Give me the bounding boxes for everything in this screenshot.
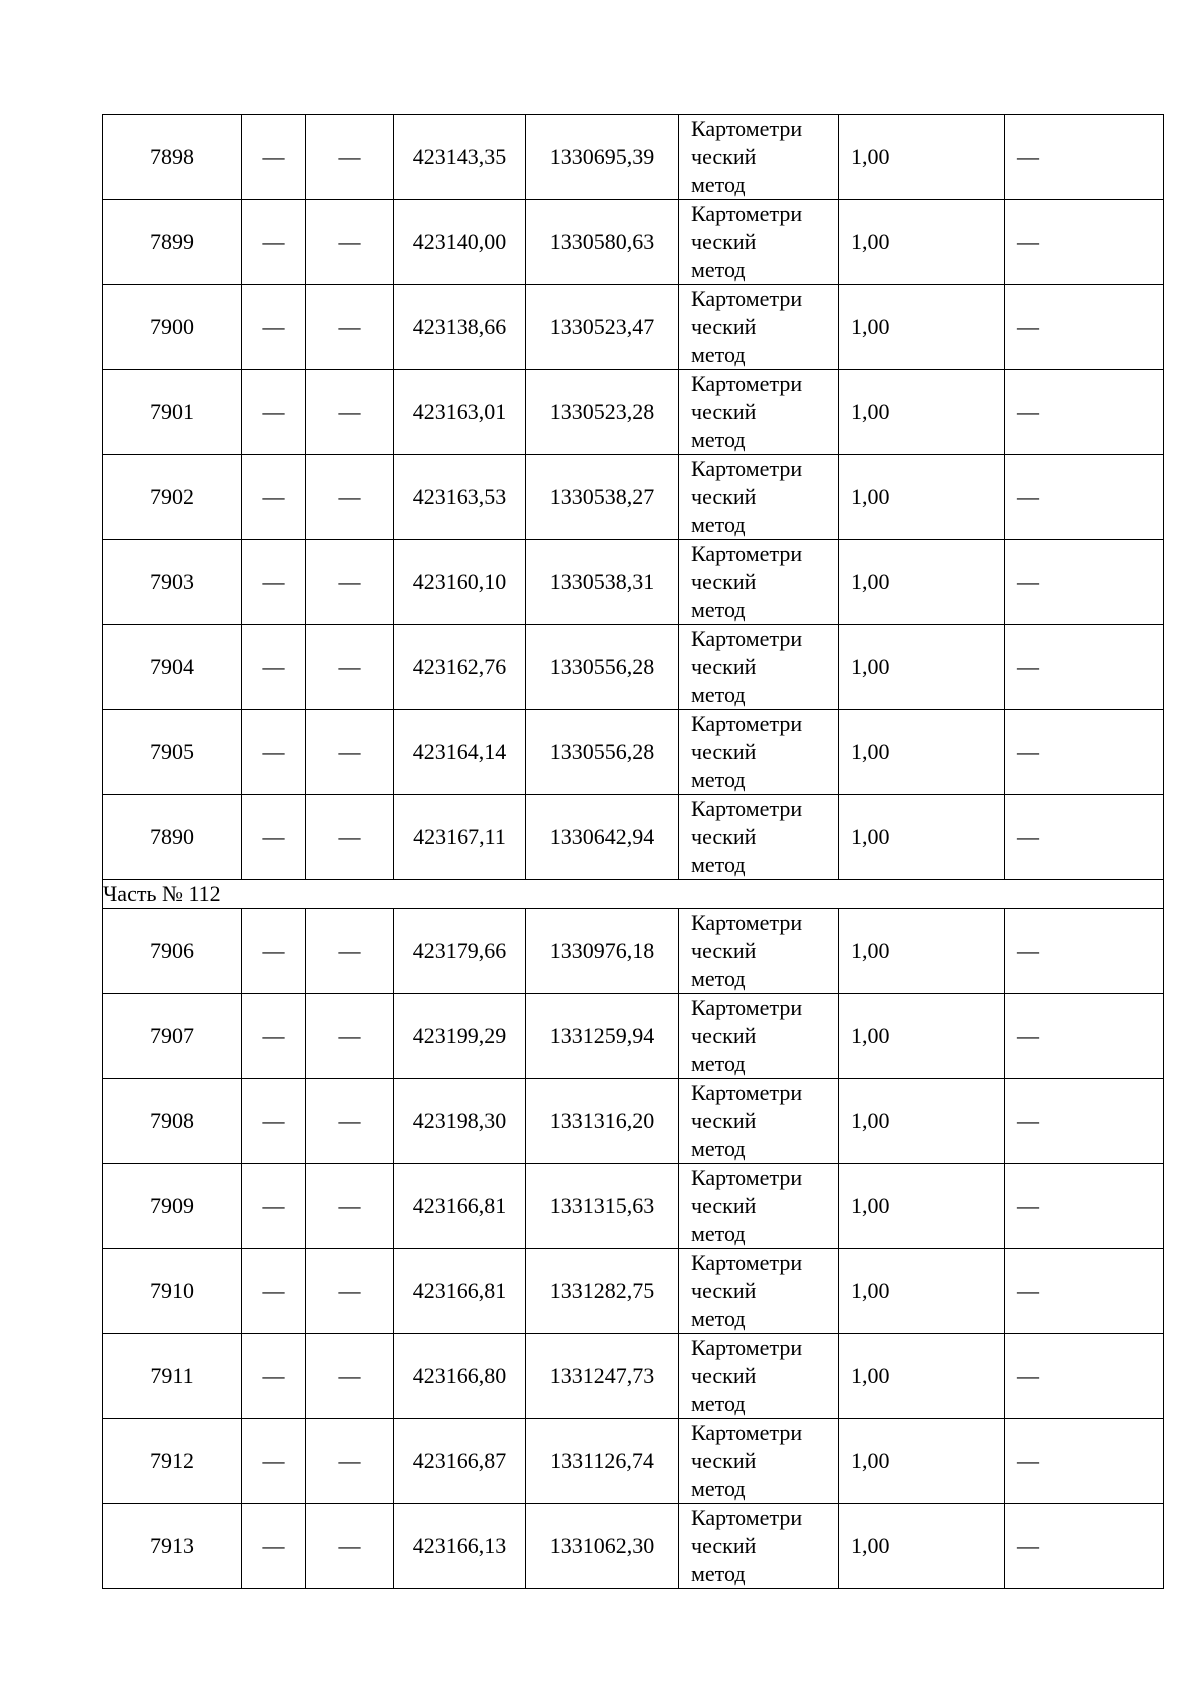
method-cell (679, 115, 839, 200)
x-coordinate-cell: 423198,30 (394, 1079, 526, 1164)
empty-value-cell: — (242, 1249, 306, 1334)
x-coordinate-cell: 423167,11 (394, 795, 526, 880)
x-coordinate-cell: 423199,29 (394, 994, 526, 1079)
empty-value-cell: — (242, 1504, 306, 1589)
accuracy-cell: 1,00 (839, 285, 1005, 370)
table-row (103, 710, 1164, 795)
empty-value-cell: — (1005, 909, 1164, 994)
y-coordinate-cell: 1331315,63 (526, 1164, 679, 1249)
accuracy-cell: 1,00 (839, 1249, 1005, 1334)
method-text-line: Картометри (691, 626, 803, 651)
method-cell (679, 994, 839, 1079)
method-cell (679, 1419, 839, 1504)
y-coordinate-cell: 1330556,28 (526, 710, 679, 795)
method-text-line: Картометри (691, 995, 803, 1020)
accuracy-cell: 1,00 (839, 540, 1005, 625)
method-text-line: метод (691, 512, 746, 537)
accuracy-cell: 1,00 (839, 1079, 1005, 1164)
table-row (103, 625, 1164, 710)
empty-value-cell: — (242, 540, 306, 625)
empty-value-cell: — (306, 1079, 394, 1164)
method-text-line: ческий (691, 229, 757, 254)
empty-value-cell: — (242, 625, 306, 710)
accuracy-cell: 1,00 (839, 1164, 1005, 1249)
method-text-line: Картометри (691, 1505, 803, 1530)
method-cell (679, 1079, 839, 1164)
point-number-cell: 7901 (103, 370, 242, 455)
accuracy-cell: 1,00 (839, 795, 1005, 880)
part-label: Часть № 112 (103, 880, 1164, 909)
empty-value-cell: — (1005, 370, 1164, 455)
table-body (103, 115, 1164, 1589)
accuracy-cell: 1,00 (839, 115, 1005, 200)
method-text-line: ческий (691, 1533, 757, 1558)
method-text-line: Картометри (691, 796, 803, 821)
empty-value-cell: — (1005, 1164, 1164, 1249)
point-number-cell: 7904 (103, 625, 242, 710)
method-text-line: метод (691, 1221, 746, 1246)
empty-value-cell: — (242, 1079, 306, 1164)
empty-value-cell: — (1005, 1249, 1164, 1334)
point-number-cell: 7906 (103, 909, 242, 994)
empty-value-cell: — (306, 200, 394, 285)
method-cell (679, 1504, 839, 1589)
method-text-line: Картометри (691, 711, 803, 736)
empty-value-cell: — (306, 710, 394, 795)
y-coordinate-cell: 1330538,27 (526, 455, 679, 540)
table-row (103, 1164, 1164, 1249)
empty-value-cell: — (242, 1334, 306, 1419)
y-coordinate-cell: 1331259,94 (526, 994, 679, 1079)
empty-value-cell: — (1005, 1079, 1164, 1164)
empty-value-cell: — (306, 1164, 394, 1249)
x-coordinate-cell: 423140,00 (394, 200, 526, 285)
empty-value-cell: — (242, 710, 306, 795)
y-coordinate-cell: 1330580,63 (526, 200, 679, 285)
empty-value-cell: — (306, 455, 394, 540)
table-row (103, 795, 1164, 880)
empty-value-cell: — (306, 625, 394, 710)
method-text-line: Картометри (691, 910, 803, 935)
empty-value-cell: — (306, 909, 394, 994)
method-text-line: ческий (691, 824, 757, 849)
method-text-line: метод (691, 257, 746, 282)
method-cell (679, 909, 839, 994)
method-cell (679, 540, 839, 625)
y-coordinate-cell: 1331062,30 (526, 1504, 679, 1589)
method-text-line: ческий (691, 1108, 757, 1133)
point-number-cell: 7909 (103, 1164, 242, 1249)
x-coordinate-cell: 423166,81 (394, 1164, 526, 1249)
x-coordinate-cell: 423179,66 (394, 909, 526, 994)
method-text-line: ческий (691, 484, 757, 509)
empty-value-cell: — (1005, 1419, 1164, 1504)
accuracy-cell: 1,00 (839, 370, 1005, 455)
accuracy-cell: 1,00 (839, 1419, 1005, 1504)
y-coordinate-cell: 1331316,20 (526, 1079, 679, 1164)
x-coordinate-cell: 423164,14 (394, 710, 526, 795)
empty-value-cell: — (1005, 455, 1164, 540)
method-text-line: ческий (691, 739, 757, 764)
method-text-line: ческий (691, 399, 757, 424)
method-text-line: Картометри (691, 1420, 803, 1445)
method-text-line: Картометри (691, 1080, 803, 1105)
method-text-line: метод (691, 427, 746, 452)
method-text-line: ческий (691, 144, 757, 169)
y-coordinate-cell: 1330642,94 (526, 795, 679, 880)
y-coordinate-cell: 1330523,47 (526, 285, 679, 370)
method-text-line: ческий (691, 1023, 757, 1048)
empty-value-cell: — (1005, 115, 1164, 200)
method-text-line: метод (691, 1391, 746, 1416)
empty-value-cell: — (306, 115, 394, 200)
empty-value-cell: — (306, 1419, 394, 1504)
method-text-line: ческий (691, 1193, 757, 1218)
accuracy-cell: 1,00 (839, 200, 1005, 285)
empty-value-cell: — (306, 1249, 394, 1334)
empty-value-cell: — (242, 1419, 306, 1504)
empty-value-cell: — (242, 200, 306, 285)
point-number-cell: 7911 (103, 1334, 242, 1419)
method-text-line: Картометри (691, 201, 803, 226)
method-text-line: ческий (691, 938, 757, 963)
method-text-line: Картометри (691, 1250, 803, 1275)
point-number-cell: 7903 (103, 540, 242, 625)
method-text-line: метод (691, 597, 746, 622)
y-coordinate-cell: 1331282,75 (526, 1249, 679, 1334)
x-coordinate-cell: 423160,10 (394, 540, 526, 625)
table-row (103, 994, 1164, 1079)
table-row (103, 1419, 1164, 1504)
empty-value-cell: — (1005, 795, 1164, 880)
method-cell (679, 1249, 839, 1334)
method-text-line: метод (691, 767, 746, 792)
accuracy-cell: 1,00 (839, 710, 1005, 795)
accuracy-cell: 1,00 (839, 909, 1005, 994)
point-number-cell: 7913 (103, 1504, 242, 1589)
method-text-line: метод (691, 1561, 746, 1586)
x-coordinate-cell: 423138,66 (394, 285, 526, 370)
point-number-cell: 7905 (103, 710, 242, 795)
empty-value-cell: — (1005, 710, 1164, 795)
method-text-line: метод (691, 1476, 746, 1501)
method-cell (679, 1164, 839, 1249)
empty-value-cell: — (242, 285, 306, 370)
method-text-line: ческий (691, 654, 757, 679)
method-text-line: Картометри (691, 371, 803, 396)
empty-value-cell: — (242, 795, 306, 880)
table-row (103, 370, 1164, 455)
point-number-cell: 7899 (103, 200, 242, 285)
y-coordinate-cell: 1330523,28 (526, 370, 679, 455)
empty-value-cell: — (242, 1164, 306, 1249)
y-coordinate-cell: 1330695,39 (526, 115, 679, 200)
method-text-line: метод (691, 1306, 746, 1331)
empty-value-cell: — (1005, 1334, 1164, 1419)
x-coordinate-cell: 423166,87 (394, 1419, 526, 1504)
x-coordinate-cell: 423162,76 (394, 625, 526, 710)
method-text-line: метод (691, 682, 746, 707)
method-text-line: Картометри (691, 456, 803, 481)
table-row (103, 909, 1164, 994)
y-coordinate-cell: 1330538,31 (526, 540, 679, 625)
x-coordinate-cell: 423163,53 (394, 455, 526, 540)
x-coordinate-cell: 423166,80 (394, 1334, 526, 1419)
x-coordinate-cell: 423143,35 (394, 115, 526, 200)
point-number-cell: 7907 (103, 994, 242, 1079)
empty-value-cell: — (1005, 200, 1164, 285)
method-cell (679, 795, 839, 880)
method-text-line: ческий (691, 1363, 757, 1388)
accuracy-cell: 1,00 (839, 625, 1005, 710)
method-cell (679, 370, 839, 455)
table-row (103, 1334, 1164, 1419)
method-cell (679, 285, 839, 370)
y-coordinate-cell: 1331247,73 (526, 1334, 679, 1419)
empty-value-cell: — (242, 115, 306, 200)
method-text-line: метод (691, 1051, 746, 1076)
part-header-row (103, 880, 1164, 909)
empty-value-cell: — (242, 455, 306, 540)
table-row (103, 540, 1164, 625)
table-row (103, 1249, 1164, 1334)
point-number-cell: 7912 (103, 1419, 242, 1504)
x-coordinate-cell: 423163,01 (394, 370, 526, 455)
method-cell (679, 1334, 839, 1419)
method-text-line: ческий (691, 569, 757, 594)
empty-value-cell: — (1005, 1504, 1164, 1589)
table-row (103, 285, 1164, 370)
empty-value-cell: — (306, 795, 394, 880)
y-coordinate-cell: 1330976,18 (526, 909, 679, 994)
point-number-cell: 7890 (103, 795, 242, 880)
empty-value-cell: — (1005, 994, 1164, 1079)
table-row (103, 455, 1164, 540)
empty-value-cell: — (306, 1334, 394, 1419)
method-text-line: метод (691, 1136, 746, 1161)
point-number-cell: 7898 (103, 115, 242, 200)
table-row (103, 115, 1164, 200)
method-cell (679, 200, 839, 285)
method-text-line: Картометри (691, 116, 803, 141)
empty-value-cell: — (306, 1504, 394, 1589)
empty-value-cell: — (242, 909, 306, 994)
y-coordinate-cell: 1331126,74 (526, 1419, 679, 1504)
x-coordinate-cell: 423166,13 (394, 1504, 526, 1589)
y-coordinate-cell: 1330556,28 (526, 625, 679, 710)
method-cell (679, 710, 839, 795)
empty-value-cell: — (1005, 625, 1164, 710)
point-number-cell: 7910 (103, 1249, 242, 1334)
method-text-line: Картометри (691, 1165, 803, 1190)
method-text-line: Картометри (691, 1335, 803, 1360)
method-text-line: метод (691, 172, 746, 197)
method-text-line: метод (691, 966, 746, 991)
method-text-line: Картометри (691, 541, 803, 566)
method-text-line: Картометри (691, 286, 803, 311)
accuracy-cell: 1,00 (839, 455, 1005, 540)
empty-value-cell: — (1005, 285, 1164, 370)
empty-value-cell: — (306, 994, 394, 1079)
empty-value-cell: — (306, 540, 394, 625)
empty-value-cell: — (1005, 540, 1164, 625)
method-text-line: ческий (691, 1448, 757, 1473)
empty-value-cell: — (306, 370, 394, 455)
accuracy-cell: 1,00 (839, 994, 1005, 1079)
method-text-line: ческий (691, 314, 757, 339)
point-number-cell: 7900 (103, 285, 242, 370)
table-row (103, 200, 1164, 285)
x-coordinate-cell: 423166,81 (394, 1249, 526, 1334)
accuracy-cell: 1,00 (839, 1334, 1005, 1419)
table-row (103, 1504, 1164, 1589)
empty-value-cell: — (306, 285, 394, 370)
empty-value-cell: — (242, 370, 306, 455)
method-cell (679, 455, 839, 540)
point-number-cell: 7902 (103, 455, 242, 540)
method-text-line: метод (691, 852, 746, 877)
method-text-line: метод (691, 342, 746, 367)
method-text-line: ческий (691, 1278, 757, 1303)
empty-value-cell: — (242, 994, 306, 1079)
point-number-cell: 7908 (103, 1079, 242, 1164)
coordinates-table (102, 114, 1164, 1589)
table-row (103, 1079, 1164, 1164)
accuracy-cell: 1,00 (839, 1504, 1005, 1589)
method-cell (679, 625, 839, 710)
